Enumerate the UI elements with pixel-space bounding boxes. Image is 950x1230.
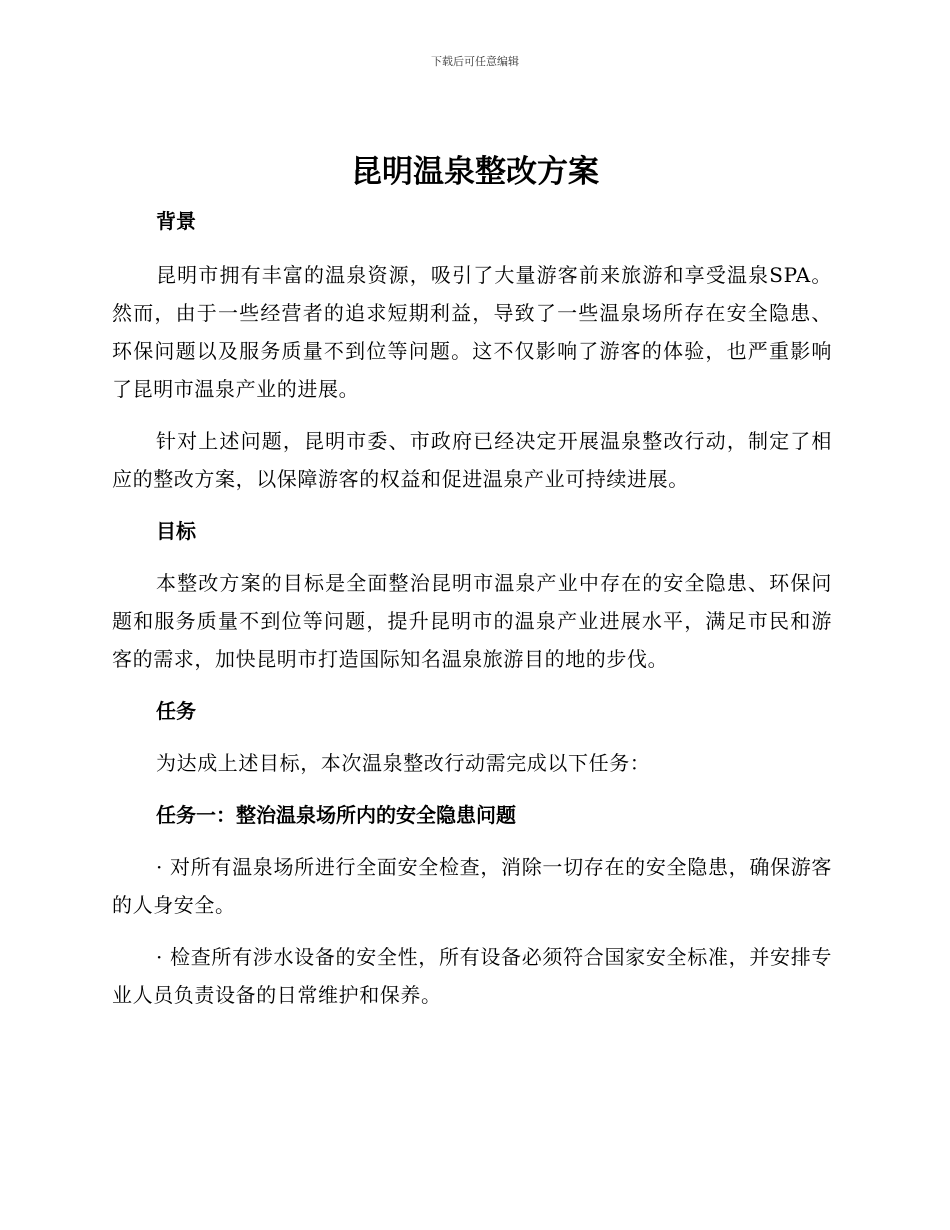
tasks-intro: 为达成上述目标，本次温泉整改行动需完成以下任务： [156,751,651,775]
document-body [112,202,832,1014]
document-title: 昆明温泉整改方案 [351,154,599,190]
task1-heading: 任务一：整治温泉场所内的安全隐患问题 [156,803,516,827]
background-paragraph-2: 针对上述问题，昆明市委、市政府已经决定开展温泉整改行动，制定了相应的整改方案，以保障游客的权益和促进温泉产业可持续进展。 [112,429,832,491]
task1-item-1: · 对所有温泉场所进行全面安全检查，消除一切存在的安全隐患，确保游客的人身安全。 [112,855,832,917]
header-note: 下载后可任意编辑 [431,55,519,68]
goal-paragraph-1: 本整改方案的目标是全面整治昆明市温泉产业中存在的安全隐患、环保问题和服务质量不到位等问题，提升昆明市的温泉产业进展水平，满足市民和游客的需求，加快昆明市打造国际知名温泉旅游目的地的步伐。 [112,571,832,671]
section-heading-tasks: 任务 [156,699,196,723]
section-heading-background: 背景 [156,209,196,233]
background-paragraph-1: 昆明市拥有丰富的温泉资源，吸引了大量游客前来旅游和享受温泉SPA。然而，由于一些经营者的追求短期利益，导致了一些温泉场所存在安全隐患、环保问题以及服务质量不到位等问题。这不仅影响了游客的体验，也严重影响了昆明市温泉产业的进展。 [112,263,832,401]
section-heading-goal: 目标 [156,519,196,543]
task1-item-2: · 检查所有涉水设备的安全性，所有设备必须符合国家安全标准，并安排专业人员负责设备的日常维护和保养。 [112,945,832,1007]
